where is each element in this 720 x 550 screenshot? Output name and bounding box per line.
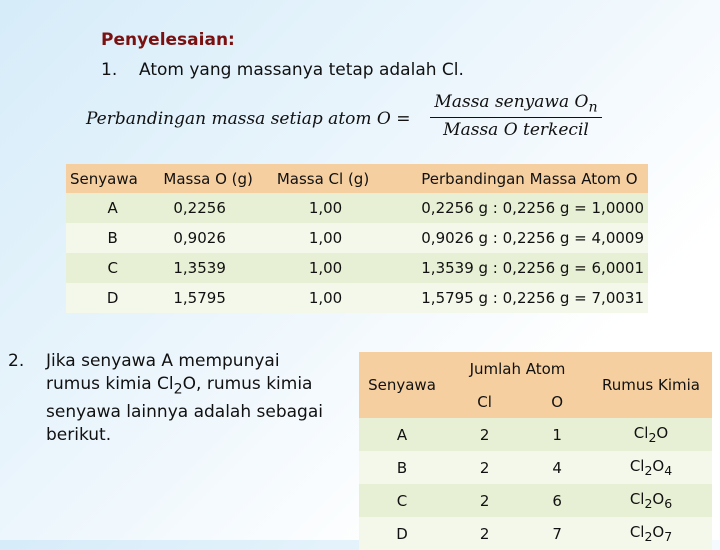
cell-cl: 2 [445, 451, 524, 484]
table-row [66, 193, 648, 223]
table-row [66, 253, 648, 283]
table-row [66, 283, 648, 313]
list-number: 2. [8, 351, 25, 371]
cell-rumus: $Cl_2O_7$ [590, 517, 712, 550]
cell-senyawa: C [66, 253, 159, 283]
cell-cl: 2 [445, 418, 524, 451]
cell-senyawa: D [359, 517, 445, 550]
cell-senyawa: C [359, 484, 445, 517]
cell-massa-cl: 1,00 [273, 283, 417, 313]
formula-lhs: Perbandingan massa setiap atom O = [86, 109, 411, 129]
cell-massa-o: 0,2256 [159, 193, 272, 223]
cell-o: 1 [524, 418, 590, 451]
cell-senyawa: B [66, 223, 159, 253]
cell-massa-cl: 1,00 [273, 223, 417, 253]
col-header-cl: Cl [445, 385, 524, 418]
cell-massa-o: 1,3539 [159, 253, 272, 283]
table-row [66, 223, 648, 253]
list-item-1 [101, 60, 464, 80]
col-header-perbandingan: Perbandingan Massa Atom O [417, 164, 648, 193]
table-row [359, 484, 712, 517]
list-item-2 [8, 350, 338, 447]
list-item-text: Atom yang massanya tetap adalah Cl. [139, 60, 464, 80]
cell-rumus: $Cl_2O_6$ [590, 484, 712, 517]
cell-perbandingan: 0,2256 g : 0,2256 g = 1,0000 [417, 193, 648, 223]
list-item-text: Jika senyawa A mempunyai rumus kimia $Cl_2O$, rumus kimia senyawa lainnya adalah sebagai berikut. [46, 351, 323, 446]
formula-numerator: Massa senyawa $O_n$ [430, 92, 602, 118]
cell-perbandingan: 1,3539 g : 0,2256 g = 6,0001 [417, 253, 648, 283]
table-row [359, 517, 712, 550]
col-header-o: O [524, 385, 590, 418]
col-header-senyawa: Senyawa [66, 164, 159, 193]
formula-fraction [430, 92, 602, 140]
col-header-rumus-kimia: Rumus Kimia [590, 352, 712, 418]
cell-rumus: $Cl_2O$ [590, 418, 712, 451]
numerator-subscript: n [588, 99, 598, 116]
cell-senyawa: D [66, 283, 159, 313]
cell-perbandingan: 1,5795 g : 0,2256 g = 7,0031 [417, 283, 648, 313]
cell-perbandingan: 0,9026 g : 0,2256 g = 4,0009 [417, 223, 648, 253]
cell-senyawa: A [359, 418, 445, 451]
table-row [359, 418, 712, 451]
cell-cl: 2 [445, 517, 524, 550]
col-header-massa-o: Massa O (g) [159, 164, 272, 193]
col-header-massa-cl: Massa Cl (g) [273, 164, 417, 193]
col-header-senyawa: Senyawa [359, 352, 445, 418]
formula-denominator: Massa O terkecil [443, 120, 589, 141]
formula-table [359, 352, 712, 550]
table-header-row [66, 164, 648, 193]
cell-massa-cl: 1,00 [273, 193, 417, 223]
col-header-jumlah-atom: Jumlah Atom [445, 352, 590, 385]
cell-senyawa: B [359, 451, 445, 484]
cell-o: 6 [524, 484, 590, 517]
heading-penyelesaian: Penyelesaian: [101, 30, 235, 50]
cell-senyawa: A [66, 193, 159, 223]
cell-o: 7 [524, 517, 590, 550]
cell-massa-o: 1,5795 [159, 283, 272, 313]
cell-massa-cl: 1,00 [273, 253, 417, 283]
cell-massa-o: 0,9026 [159, 223, 272, 253]
cell-o: 4 [524, 451, 590, 484]
mass-ratio-table [66, 164, 648, 313]
cell-cl: 2 [445, 484, 524, 517]
table-row [359, 451, 712, 484]
table-header-row [359, 352, 712, 385]
list-number: 1. [101, 60, 118, 80]
cell-rumus: $Cl_2O_4$ [590, 451, 712, 484]
